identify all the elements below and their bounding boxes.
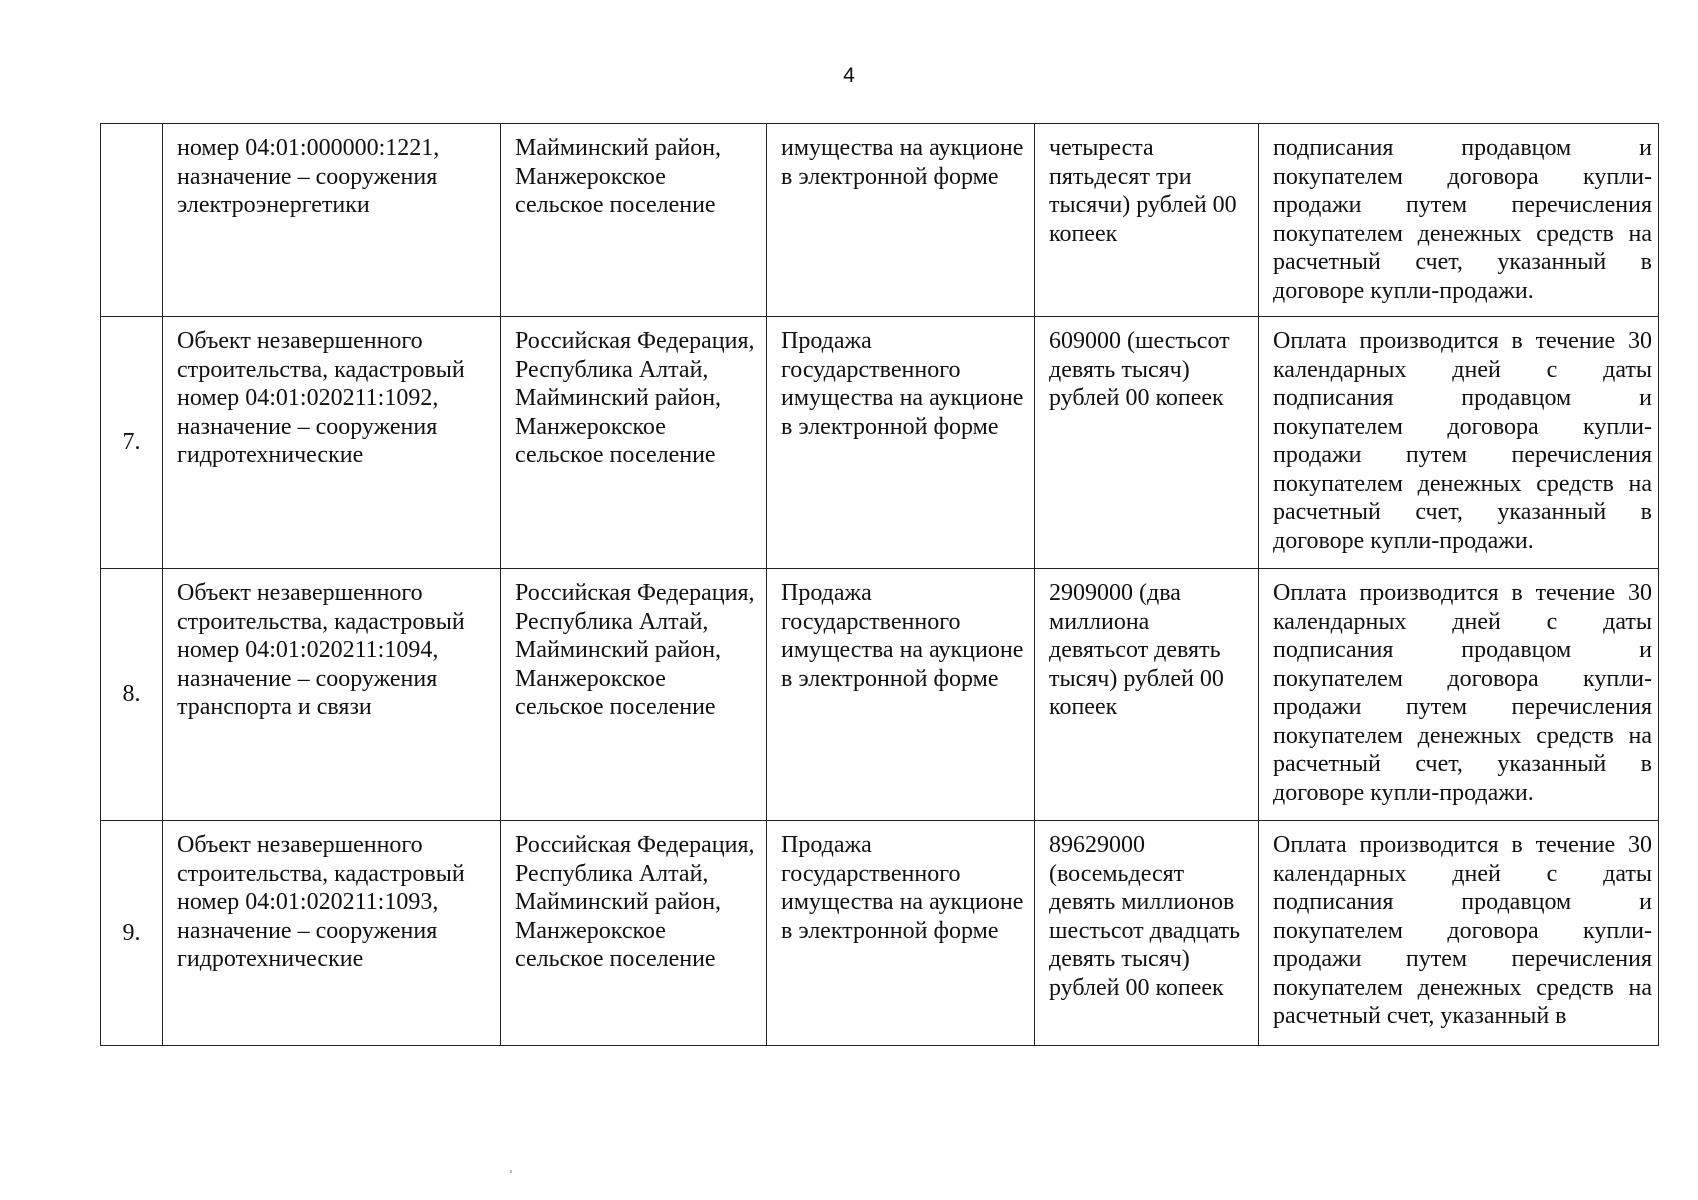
row-number: 8. [101, 569, 163, 821]
table-row [101, 569, 1659, 821]
location-cell: Российская Федерация, Республика Алтай, Майминский район, Манжерокское сельское поселение [501, 821, 767, 1046]
table-row [101, 821, 1659, 1046]
object-cell: Объект незавершенного строительства, кадастровый номер 04:01:020211:1092, назначение – сооружения гидротехнические [163, 317, 501, 569]
payment-terms-cell: Оплата производится в течение 30 календарных дней с даты подписания продавцом и покупателем договора купли-продажи путем перечисления покупателем денежных средств на расчетный счет, указанный в [1259, 821, 1659, 1046]
table-row [101, 317, 1659, 569]
location-cell: Российская Федерация, Республика Алтай, Майминский район, Манжерокское сельское поселение [501, 569, 767, 821]
row-number: 9. [101, 821, 163, 1046]
price-cell: четыреста пятьдесят три тысячи) рублей 00 копеек [1035, 124, 1259, 317]
row-number [101, 124, 163, 317]
object-cell: Объект незавершенного строительства, кадастровый номер 04:01:020211:1093, назначение – сооружения гидротехнические [163, 821, 501, 1046]
object-cell: Объект незавершенного строительства, кадастровый номер 04:01:020211:1094, назначение – сооружения транспорта и связи [163, 569, 501, 821]
sale-method-cell: имущества на аукционе в электронной форме [767, 124, 1035, 317]
scan-artifact [510, 1170, 512, 1173]
page-number: 4 [843, 64, 855, 87]
row-number: 7. [101, 317, 163, 569]
sale-method-cell: Продажа государственного имущества на аукционе в электронной форме [767, 569, 1035, 821]
object-cell: номер 04:01:000000:1221, назначение – сооружения электроэнергетики [163, 124, 501, 317]
price-cell: 2909000 (два миллиона девятьсот девять тысяч) рублей 00 копеек [1035, 569, 1259, 821]
payment-terms-cell: подписания продавцом и покупателем договора купли-продажи путем перечисления покупателем денежных средств на расчетный счет, указанный в договоре купли-продажи. [1259, 124, 1659, 317]
sale-method-cell: Продажа государственного имущества на аукционе в электронной форме [767, 821, 1035, 1046]
sale-method-cell: Продажа государственного имущества на аукционе в электронной форме [767, 317, 1035, 569]
payment-terms-cell: Оплата производится в течение 30 календарных дней с даты подписания продавцом и покупателем договора купли-продажи путем перечисления покупателем денежных средств на расчетный счет, указанный в договоре купли-продажи. [1259, 569, 1659, 821]
price-cell: 89629000 (восемьдесят девять миллионов шестьсот двадцать девять тысяч) рублей 00 копеек [1035, 821, 1259, 1046]
location-cell: Майминский район, Манжерокское сельское поселение [501, 124, 767, 317]
payment-terms-cell: Оплата производится в течение 30 календарных дней с даты подписания продавцом и покупателем договора купли-продажи путем перечисления покупателем денежных средств на расчетный счет, указанный в договоре купли-продажи. [1259, 317, 1659, 569]
property-table [100, 123, 1659, 1046]
location-cell: Российская Федерация, Республика Алтай, Майминский район, Манжерокское сельское поселение [501, 317, 767, 569]
table-row [101, 124, 1659, 317]
price-cell: 609000 (шестьсот девять тысяч) рублей 00 копеек [1035, 317, 1259, 569]
